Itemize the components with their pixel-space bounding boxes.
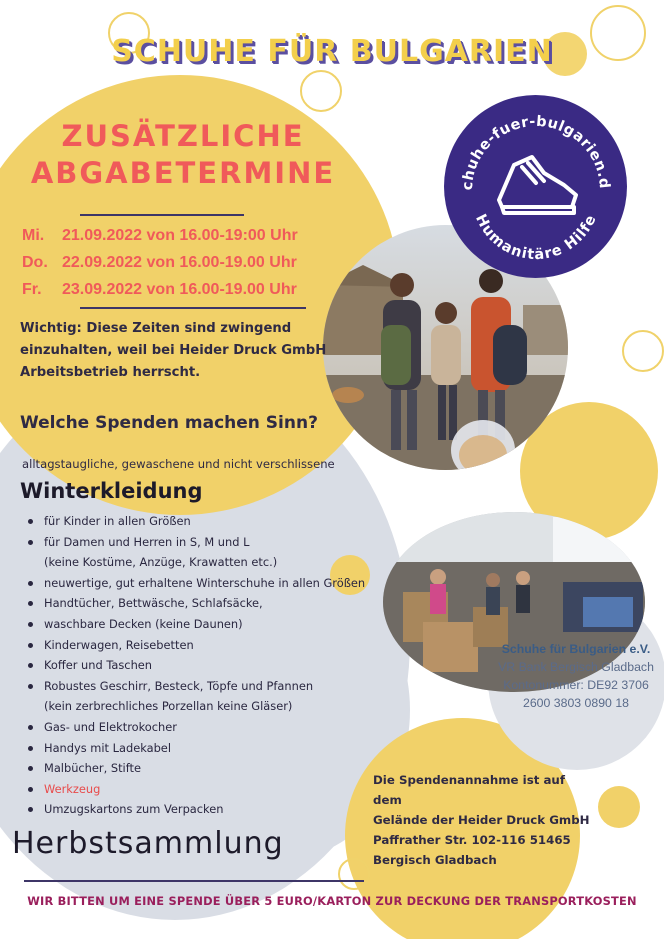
badge-url: chuhe-fuer-bulgarien.d xyxy=(459,113,613,191)
footer-donation-request: WIR BITTEN UM EINE SPENDE ÜBER 5 EURO/KARTON ZUR DECKUNG DER TRANSPORTKOSTEN xyxy=(27,894,637,908)
date-text: 23.09.2022 von 16.00-19.00 Uhr xyxy=(62,281,297,298)
shoe-icon xyxy=(499,157,576,213)
list-item-note: (kein zerbrechliches Porzellan keine Gläser) xyxy=(44,699,293,714)
heading xyxy=(10,118,356,192)
bank-details xyxy=(496,640,656,712)
list-item: für Kinder in allen Größen xyxy=(26,511,386,532)
dropoff-address xyxy=(373,770,593,870)
dropoff-line-2: Gelände der Heider Druck GmbH xyxy=(373,813,590,827)
divider-footer xyxy=(24,880,364,882)
list-item: für Damen und Herren in S, M und L (keine Kostüme, Anzüge, Krawatten etc.) xyxy=(26,532,386,573)
important-notice xyxy=(20,318,340,384)
list-item: Malbücher, Stifte xyxy=(26,758,386,779)
yellow-small-dot-right xyxy=(598,786,640,828)
divider-bottom xyxy=(80,307,306,309)
bank-name: VR Bank Bergisch Gladbach xyxy=(498,660,654,674)
badge-tagline: Humanitäre Hilfe xyxy=(472,211,600,264)
donation-list xyxy=(26,511,386,820)
website-badge xyxy=(444,95,627,278)
important-line-1: Wichtig: Diese Zeiten sind zwingend xyxy=(20,321,292,336)
list-item: Handys mit Ladekabel xyxy=(26,738,386,759)
list-item-highlight: Werkzeug xyxy=(26,779,386,800)
date-text: 22.09.2022 von 16.00-19.00 Uhr xyxy=(62,254,297,271)
list-item: Umzugskartons zum Verpacken xyxy=(26,799,386,820)
flyer-title: SCHUHE FÜR BULGARIEN xyxy=(111,34,553,69)
bank-account-number-2: 2600 3803 0890 18 xyxy=(523,696,629,710)
list-item-note: (keine Kostüme, Anzüge, Krawatten etc.) xyxy=(44,555,278,570)
date-row-2 xyxy=(22,254,297,272)
dropoff-line-3: Paffrather Str. 102-116 51465 xyxy=(373,833,571,847)
list-item: Kinderwagen, Reisebetten xyxy=(26,635,386,656)
date-text: 21.09.2022 von 16.00-19:00 Uhr xyxy=(62,227,298,244)
important-line-3: Arbeitsbetrieb herrscht. xyxy=(20,365,201,380)
heading-line-2: ABGABETERMINE xyxy=(30,156,336,190)
herbstsammlung-title: Herbstsammlung xyxy=(12,826,284,861)
dropoff-line-4: Bergisch Gladbach xyxy=(373,853,497,867)
heading-line-1: ZUSÄTZLICHE xyxy=(61,119,305,153)
ring-top-middle xyxy=(300,70,342,112)
list-item: waschbare Decken (keine Daunen) xyxy=(26,614,386,635)
dropoff-line-1: Die Spendenannahme ist auf dem xyxy=(373,773,565,807)
date-day: Fr. xyxy=(22,281,42,298)
list-item: Gas- und Elektrokocher xyxy=(26,717,386,738)
donation-subtitle: alltagstaugliche, gewaschene und nicht verschlissene xyxy=(22,457,335,471)
bank-account-holder: Schuhe für Bulgarien e.V. xyxy=(501,642,651,656)
ring-bottom-left xyxy=(338,858,370,890)
bank-account-number: Kontonummer: DE92 3706 xyxy=(503,678,649,692)
category-winterclothing: Winterkleidung xyxy=(20,479,203,503)
divider-top xyxy=(80,214,244,216)
date-day: Do. xyxy=(22,254,48,271)
ring-right-mid xyxy=(622,330,664,372)
list-item: Robustes Geschirr, Besteck, Töpfe und Pfannen (kein zerbrechliches Porzellan keine Gläser) xyxy=(26,676,386,717)
list-item: Handtücher, Bettwäsche, Schlafsäcke, xyxy=(26,593,386,614)
date-day: Mi. xyxy=(22,227,45,244)
list-item: Koffer und Taschen xyxy=(26,655,386,676)
date-row-3 xyxy=(22,281,297,299)
list-item: neuwertige, gut erhaltene Winterschuhe in allen Größen xyxy=(26,573,386,594)
svg-text:Humanitäre Hilfe xyxy=(472,212,600,263)
donation-question: Welche Spenden machen Sinn? xyxy=(20,413,318,433)
date-row-1 xyxy=(22,227,298,245)
important-line-2: einzuhalten, weil bei Heider Druck GmbH xyxy=(20,343,327,358)
